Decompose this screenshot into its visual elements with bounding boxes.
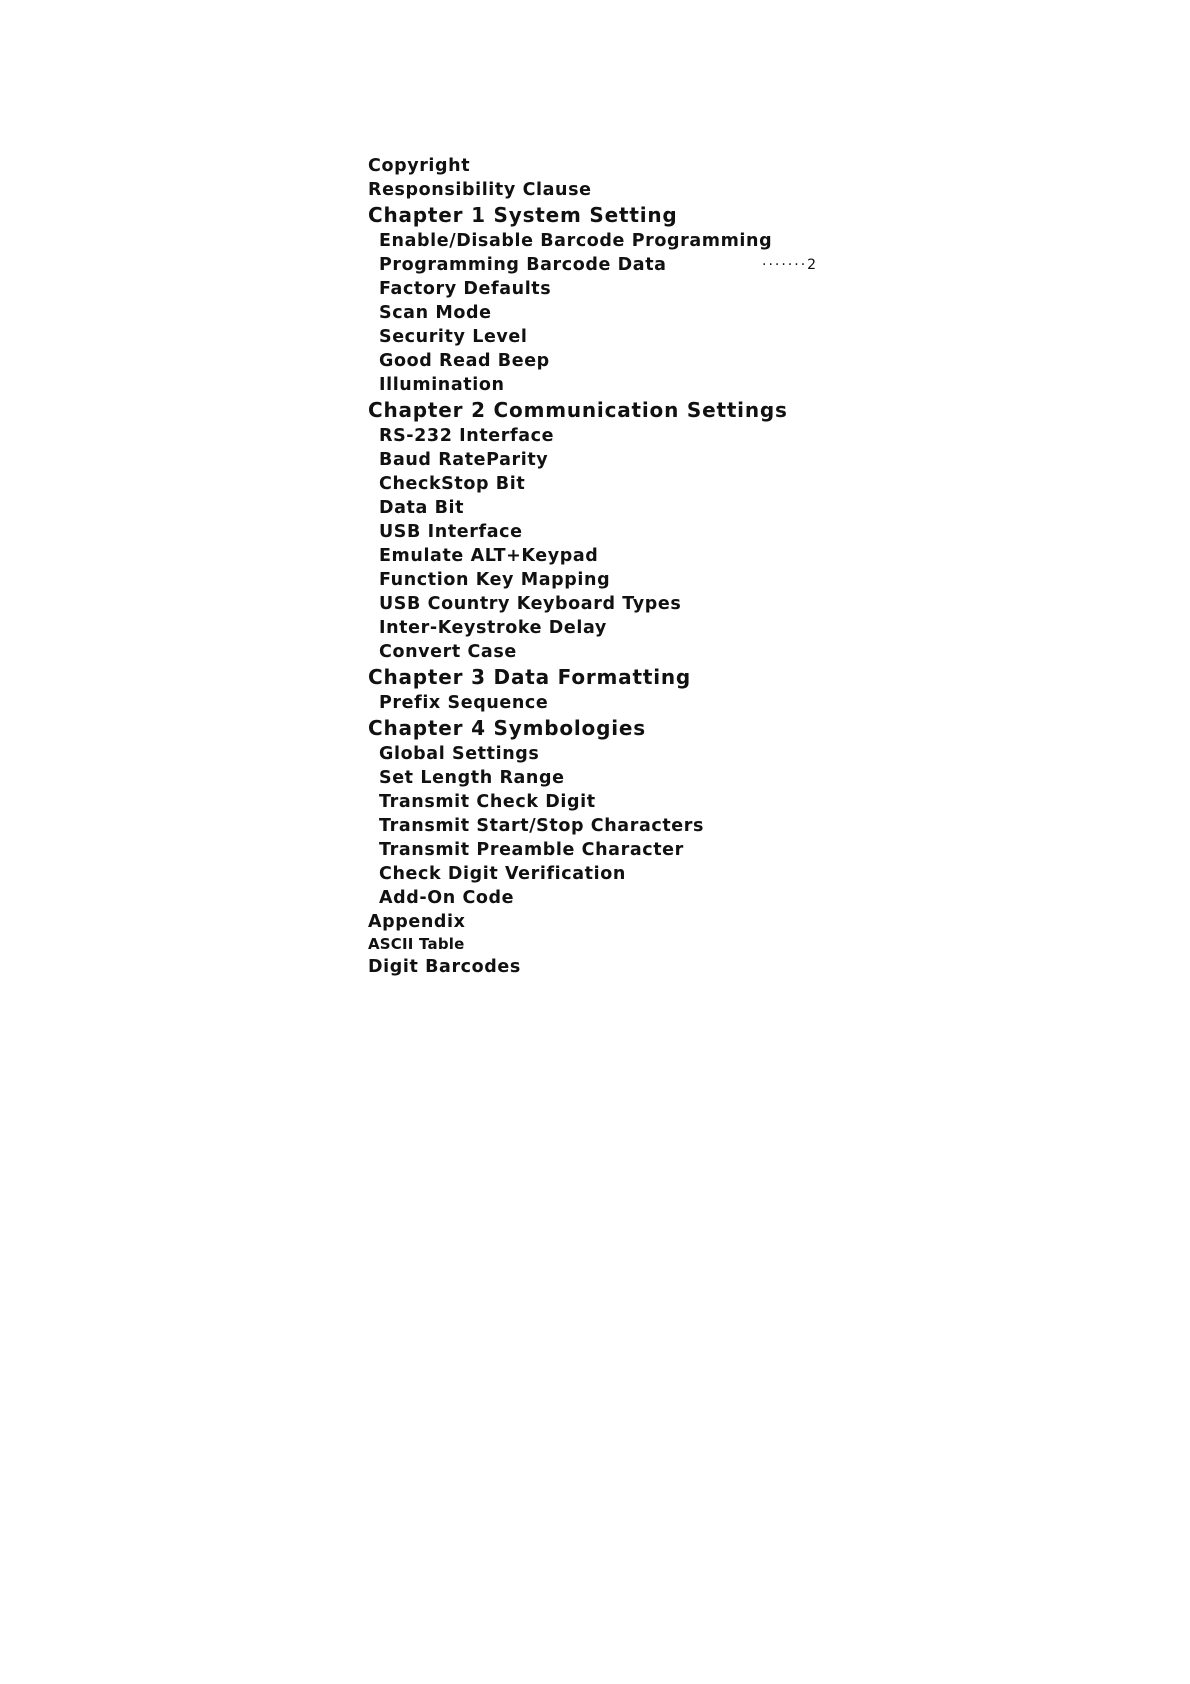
toc-entry-prefix-sequence[interactable]: Prefix Sequence [379, 693, 549, 713]
toc-entry-copyright[interactable]: Copyright [368, 156, 471, 176]
toc-entry-function-key-mapping[interactable]: Function Key Mapping [379, 570, 611, 590]
toc-entry-illumination[interactable]: Illumination [379, 375, 505, 395]
toc-entry-transmit-check-digit[interactable]: Transmit Check Digit [379, 792, 596, 812]
toc-chapter-4[interactable]: Chapter 4 Symbologies [368, 716, 646, 740]
toc-entry-convert-case[interactable]: Convert Case [379, 642, 517, 662]
toc-entry-emulate-alt-keypad[interactable]: Emulate ALT+Keypad [379, 546, 599, 566]
toc-entry-enable-disable-barcode-programming[interactable]: Enable/Disable Barcode Programming [379, 231, 773, 251]
toc-entry-data-bit[interactable]: Data Bit [379, 498, 465, 518]
toc-chapter-3[interactable]: Chapter 3 Data Formatting [368, 665, 691, 689]
toc-entry-usb-interface[interactable]: USB Interface [379, 522, 523, 542]
table-of-contents [368, 154, 888, 979]
toc-entry-responsibility-clause[interactable]: Responsibility Clause [368, 180, 592, 200]
toc-entry-transmit-preamble-character[interactable]: Transmit Preamble Character [379, 840, 684, 860]
toc-entry-good-read-beep[interactable]: Good Read Beep [379, 351, 550, 371]
toc-entry-check-stop-bit[interactable]: CheckStop Bit [379, 474, 526, 494]
toc-entry-usb-country-keyboard-types[interactable]: USB Country Keyboard Types [379, 594, 682, 614]
toc-entry-baud-rate-parity[interactable]: Baud RateParity [379, 450, 549, 470]
toc-entry-transmit-start-stop-characters[interactable]: Transmit Start/Stop Characters [379, 816, 705, 836]
toc-entry-set-length-range[interactable]: Set Length Range [379, 768, 565, 788]
toc-entry-check-digit-verification[interactable]: Check Digit Verification [379, 864, 626, 884]
toc-entry-appendix[interactable]: Appendix [368, 912, 466, 932]
page-reference: ·······2 [762, 257, 819, 273]
toc-entry-add-on-code[interactable]: Add-On Code [379, 888, 515, 908]
toc-entry-programming-barcode-data[interactable]: Programming Barcode Data ·······2 [379, 255, 819, 275]
toc-entry-ascii-table[interactable]: ASCII Table [368, 935, 465, 953]
toc-entry-security-level[interactable]: Security Level [379, 327, 528, 347]
toc-chapter-2[interactable]: Chapter 2 Communication Settings [368, 398, 788, 422]
toc-entry-factory-defaults[interactable]: Factory Defaults [379, 279, 552, 299]
toc-chapter-1[interactable]: Chapter 1 System Setting [368, 203, 678, 227]
toc-entry-inter-keystroke-delay[interactable]: Inter-Keystroke Delay [379, 618, 607, 638]
toc-entry-digit-barcodes[interactable]: Digit Barcodes [368, 957, 521, 977]
toc-entry-rs232-interface[interactable]: RS-232 Interface [379, 426, 555, 446]
toc-entry-scan-mode[interactable]: Scan Mode [379, 303, 492, 323]
toc-entry-global-settings[interactable]: Global Settings [379, 744, 540, 764]
